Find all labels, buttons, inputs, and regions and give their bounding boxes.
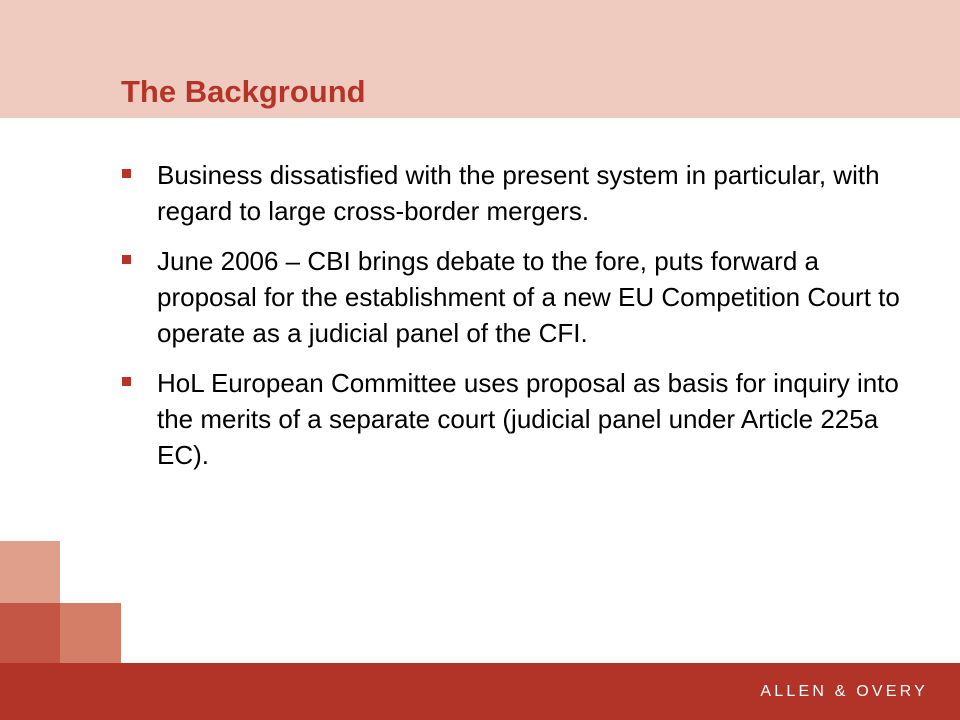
bullet-item bbox=[119, 157, 909, 229]
square-bullet-icon bbox=[122, 255, 131, 264]
square-bullet-icon bbox=[122, 169, 131, 178]
decorative-square-dark bbox=[0, 603, 60, 663]
bullet-text: Business dissatisfied with the present system in particular, with regard to large cross-border mergers. bbox=[157, 160, 880, 226]
slide-title: The Background bbox=[121, 74, 366, 109]
decorative-square-light bbox=[0, 541, 60, 603]
bullet-text: HoL European Committee uses proposal as basis for inquiry into the merits of a separate court (judicial panel under Article 225a EC). bbox=[157, 368, 899, 470]
allen-overy-logo: ALLEN & OVERY bbox=[760, 683, 928, 700]
bullet-list bbox=[119, 157, 909, 487]
square-bullet-icon bbox=[122, 377, 131, 386]
bullet-item bbox=[119, 243, 909, 351]
bullet-item bbox=[119, 365, 909, 473]
bullet-text: June 2006 – CBI brings debate to the fore, puts forward a proposal for the establishment of a new EU Competition Court to operate as a judicial panel of the CFI. bbox=[157, 246, 900, 348]
decorative-square-mid bbox=[60, 603, 121, 663]
